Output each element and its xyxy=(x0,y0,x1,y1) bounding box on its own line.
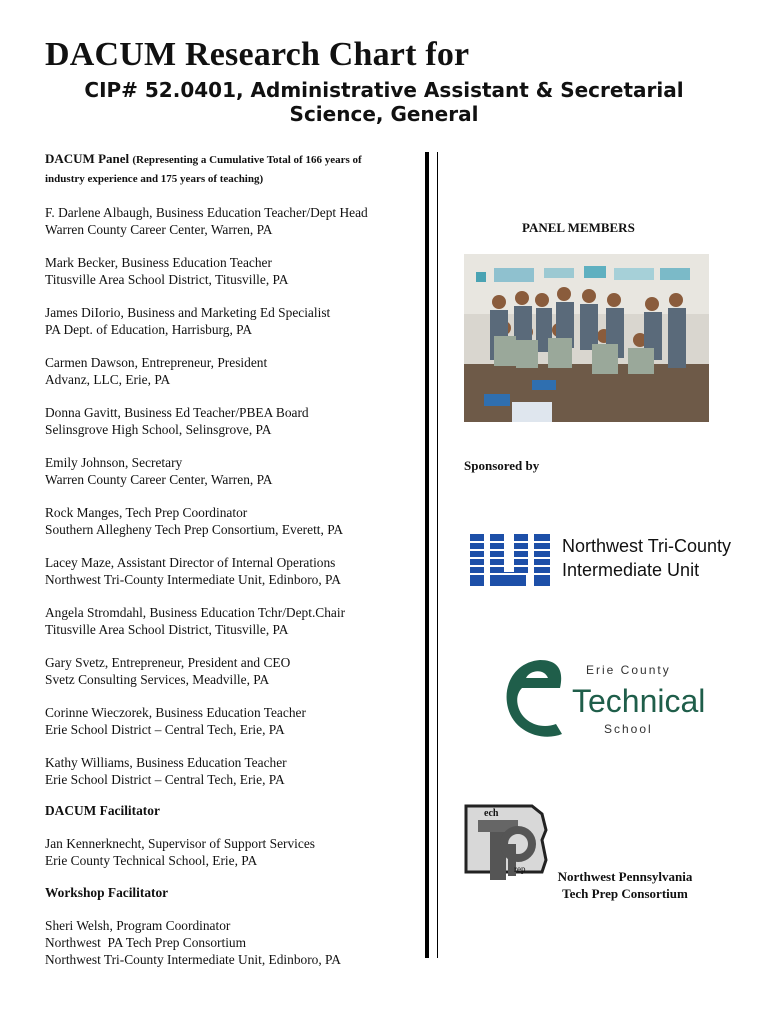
panel-member-name: Corinne Wieczorek, Business Education Teacher xyxy=(45,705,306,720)
erie-county-technical-logo xyxy=(500,650,706,745)
panel-member xyxy=(45,354,420,388)
subtitle-line-2: Science, General xyxy=(289,102,479,126)
panel-member-name: Emily Johnson, Secretary xyxy=(45,455,183,470)
panel-member xyxy=(45,304,420,338)
panel-member-org: Erie School District – Central Tech, Erie, PA xyxy=(45,722,285,737)
panel-member-org: Southern Allegheny Tech Prep Consortium, Everett, PA xyxy=(45,522,344,537)
panel-member-name: Angela Stromdahl, Business Education Tchr/Dept.Chair xyxy=(45,605,346,620)
panel-member-list xyxy=(45,204,420,788)
iu5-logo-line-2: Intermediate Unit xyxy=(562,560,700,580)
panel-member xyxy=(45,254,420,288)
ects-logo-main: Technical xyxy=(572,683,706,719)
panel-member-name: Donna Gavitt, Business Ed Teacher/PBEA Board xyxy=(45,405,309,420)
column-divider-thin xyxy=(437,152,438,958)
dacum-facilitator-heading: DACUM Facilitator xyxy=(45,803,160,818)
sponsored-by-label: Sponsored by xyxy=(464,458,540,473)
page-subtitle xyxy=(0,78,768,126)
panel-member-org: Warren County Career Center, Warren, PA xyxy=(45,222,273,237)
panel-member-org: Erie School District – Central Tech, Erie, PA xyxy=(45,772,285,787)
panel-member-name: Mark Becker, Business Education Teacher xyxy=(45,255,272,270)
panel-member xyxy=(45,704,420,738)
panel-member xyxy=(45,204,420,238)
panel-member-org: PA Dept. of Education, Harrisburg, PA xyxy=(45,322,253,337)
panel-member xyxy=(45,454,420,488)
ects-logo-top: Erie County xyxy=(586,663,671,677)
iu5-logo xyxy=(468,530,732,590)
panel-member-org: Titusville Area School District, Titusville, PA xyxy=(45,622,289,637)
workshop-facilitator-org-2: Northwest Tri-County Intermediate Unit, Edinboro, PA xyxy=(45,952,341,967)
panel-member xyxy=(45,754,420,788)
workshop-facilitator-name: Sheri Welsh, Program Coordinator xyxy=(45,918,231,933)
column-divider-thick xyxy=(425,152,429,958)
tech-prep-caption xyxy=(540,868,710,902)
iu5-logo-line-1: Northwest Tri-County xyxy=(562,536,732,556)
panel-heading-note-2: industry experience and 175 years of teaching) xyxy=(45,173,264,185)
facilitator-name: Jan Kennerknecht, Supervisor of Support Services xyxy=(45,836,315,851)
panel-member xyxy=(45,604,420,638)
subtitle-line-1: CIP# 52.0401, Administrative Assistant & Secretarial xyxy=(84,78,684,102)
workshop-facilitator-org-1: Northwest PA Tech Prep Consortium xyxy=(45,935,247,950)
tp-logo-text-2: rep xyxy=(514,864,526,874)
panel-heading-note-1: (Representing a Cumulative Total of 166 years of xyxy=(132,154,362,166)
panel-members-heading: PANEL MEMBERS xyxy=(522,220,635,235)
panel-member-name: Lacey Maze, Assistant Director of Internal Operations xyxy=(45,555,336,570)
panel-member-org: Advanz, LLC, Erie, PA xyxy=(45,372,171,387)
tp-logo-text-1: ech xyxy=(484,808,499,819)
workshop-facilitator xyxy=(45,917,420,968)
panel-member-name: Rock Manges, Tech Prep Coordinator xyxy=(45,505,248,520)
panel-member-org: Titusville Area School District, Titusville, PA xyxy=(45,272,289,287)
panel-member-name: James DiIorio, Business and Marketing Ed Specialist xyxy=(45,305,331,320)
panel-member-name: Carmen Dawson, Entrepreneur, President xyxy=(45,355,268,370)
panel-member-name: F. Darlene Albaugh, Business Education Teacher/Dept Head xyxy=(45,205,368,220)
left-column xyxy=(45,150,420,968)
facilitator-org: Erie County Technical School, Erie, PA xyxy=(45,853,258,868)
dacum-facilitator xyxy=(45,835,420,869)
page-title: DACUM Research Chart for xyxy=(45,36,470,73)
tech-prep-caption-line-1: Northwest Pennsylvania xyxy=(557,869,693,884)
panel-member-org: Selinsgrove High School, Selinsgrove, PA xyxy=(45,422,272,437)
panel-member-org: Northwest Tri-County Intermediate Unit, Edinboro, PA xyxy=(45,572,341,587)
panel-member-org: Warren County Career Center, Warren, PA xyxy=(45,472,273,487)
panel-member-name: Gary Svetz, Entrepreneur, President and CEO xyxy=(45,655,291,670)
panel-member xyxy=(45,504,420,538)
panel-member-name: Kathy Williams, Business Education Teacher xyxy=(45,755,287,770)
panel-member xyxy=(45,404,420,438)
panel-heading xyxy=(45,150,420,188)
panel-member xyxy=(45,654,420,688)
panel-member-org: Svetz Consulting Services, Meadville, PA xyxy=(45,672,270,687)
panel-group-photo xyxy=(464,254,709,422)
workshop-facilitator-heading: Workshop Facilitator xyxy=(45,885,169,900)
tech-prep-caption-line-2: Tech Prep Consortium xyxy=(562,886,688,901)
panel-heading-title: DACUM Panel xyxy=(45,151,130,166)
panel-member xyxy=(45,554,420,588)
ects-logo-bottom: School xyxy=(604,722,653,736)
